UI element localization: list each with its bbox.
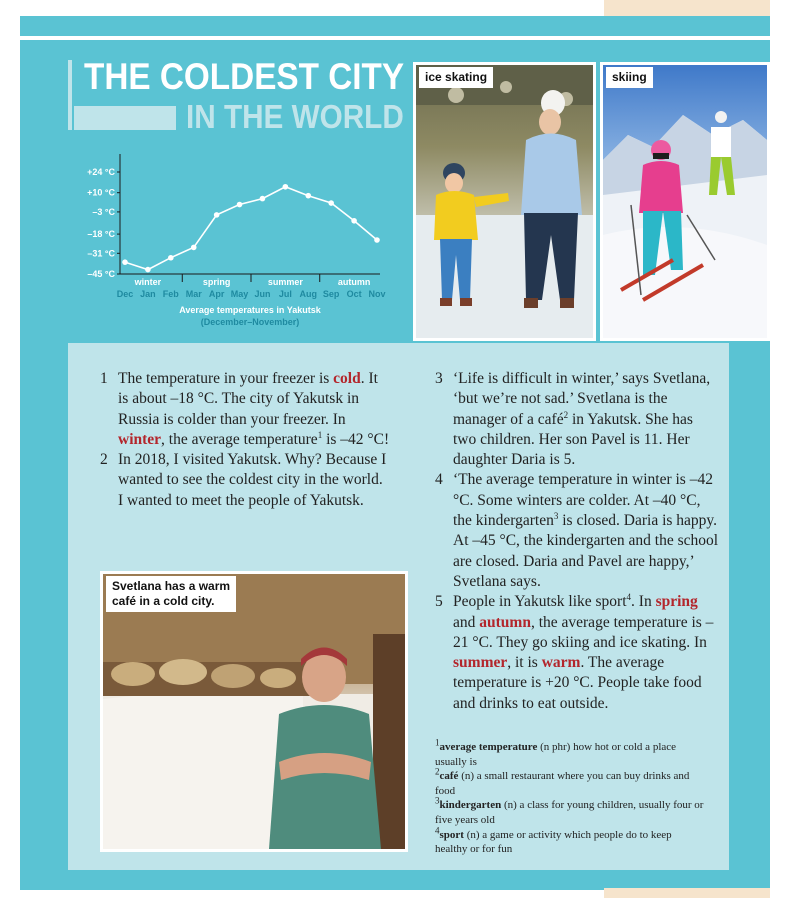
paragraph-5: 5 People in Yakutsk like sport$^4$. In spring and autumn, the average temperature is –21 °C. They go skiing and ice skating. In summer, it is warm. The average temperature is +20 °C. People take food and drinks to eat outside. bbox=[435, 592, 714, 712]
month-label: Nov bbox=[368, 289, 386, 299]
month-label: Mar bbox=[185, 289, 202, 299]
title-accent-bar bbox=[74, 106, 176, 130]
highlight-word: cold bbox=[333, 370, 361, 387]
data-point bbox=[283, 184, 289, 190]
ice-skating-photo bbox=[413, 62, 596, 341]
season-label: autumn bbox=[337, 277, 371, 287]
month-label: Jan bbox=[140, 289, 156, 299]
temperature-line bbox=[125, 187, 377, 270]
highlight-word: winter bbox=[118, 430, 162, 448]
cafe-illustration bbox=[103, 574, 405, 849]
paragraph-number: 3 bbox=[435, 370, 443, 387]
data-point bbox=[351, 218, 357, 224]
data-point bbox=[145, 267, 151, 273]
glossary-item: $^1$average temperature (n phr) how hot or cold a place usually is bbox=[435, 737, 677, 768]
bottom-accent-strip bbox=[604, 888, 770, 898]
paragraph-number: 1 bbox=[100, 370, 108, 387]
y-tick-label: –45 °C bbox=[87, 269, 115, 279]
paragraph-4: 4 ‘The average temperature in winter is –42 °C. Some winters are colder. At –40 °C, the kindergarten$^3$ is closed. Daria is happy. At –45 °C, the kindergarten and the school are closed. Daria and Pavel are happy,’ Svetlana says. bbox=[435, 471, 719, 590]
data-point bbox=[260, 196, 266, 202]
cafe-caption: Svetlana has a warm café in a cold city. bbox=[106, 576, 236, 612]
data-point bbox=[168, 255, 174, 261]
paragraph-number: 4 bbox=[435, 471, 443, 489]
temperature-chart bbox=[80, 148, 410, 338]
skiing-illustration bbox=[603, 65, 767, 338]
article-title-line2: IN THE WORLD bbox=[186, 98, 404, 135]
skiing-photo bbox=[600, 62, 770, 341]
glossary-item: $^3$kindergarten (n) a class for young children, usually four or five years old bbox=[435, 795, 704, 826]
y-tick-label: –3 °C bbox=[92, 206, 115, 217]
season-label: winter bbox=[134, 277, 162, 287]
season-label: spring bbox=[202, 277, 231, 287]
skiing-label: skiing bbox=[606, 67, 653, 88]
month-label: Aug bbox=[299, 289, 318, 299]
data-point bbox=[237, 202, 243, 208]
month-label: May bbox=[230, 289, 249, 299]
article-title: THE COLDEST CITY bbox=[84, 56, 405, 97]
left-column bbox=[100, 369, 390, 511]
right-column bbox=[435, 369, 719, 714]
footnote-ref: 1 bbox=[317, 429, 323, 440]
month-label: Feb bbox=[162, 289, 179, 299]
glossary bbox=[435, 737, 705, 857]
data-point bbox=[214, 212, 220, 218]
month-label: Oct bbox=[346, 289, 362, 299]
glossary-item: $^2$café (n) a small restaurant where you can buy drinks and food bbox=[435, 766, 690, 797]
highlight-word: summer bbox=[453, 654, 508, 672]
highlight-word: warm bbox=[541, 654, 581, 672]
paragraph-1: 1 The temperature in your freezer is cold. It is about –18 °C. The city of Yakutsk in Russia is colder than your freezer. In winter, the average temperature$^1$ is –42 °C! bbox=[100, 370, 390, 448]
data-point bbox=[305, 193, 311, 199]
top-accent-strip bbox=[604, 0, 770, 16]
paragraph-number: 2 bbox=[100, 451, 108, 469]
paragraph-2: 2 In 2018, I visited Yakutsk. Why? Because I wanted to see the coldest city in the world. I wanted to meet the people of Yakutsk. bbox=[100, 451, 387, 509]
footnote-ref: 2 bbox=[563, 409, 569, 420]
footnote-ref: 3 bbox=[553, 510, 559, 521]
glossary-item: $^4$sport (n) a game or activity which people do to keep healthy or for fun bbox=[435, 824, 672, 856]
y-tick-label: –31 °C bbox=[87, 248, 115, 259]
chart-title: Average temperatures in Yakutsk bbox=[179, 305, 321, 315]
ice-skating-label: ice skating bbox=[419, 67, 493, 88]
highlight-word: autumn bbox=[479, 613, 531, 631]
ice-skating-illustration bbox=[416, 65, 593, 338]
season-label: summer bbox=[267, 277, 303, 287]
title-rule bbox=[68, 60, 72, 130]
y-tick-label: +10 °C bbox=[87, 187, 115, 198]
data-point bbox=[328, 200, 334, 206]
paragraph-3: 3 ‘Life is difficult in winter,’ says Svetlana, ‘but we’re not sad.’ Svetlana is the manager of a café$^2$ in Yakutsk. She has two children. Her son Pavel is 11. Her daughter Daria is 5. bbox=[435, 370, 711, 469]
data-point bbox=[122, 259, 128, 265]
month-label: Dec bbox=[116, 289, 134, 299]
month-label: Apr bbox=[208, 289, 225, 299]
highlight-word: spring bbox=[655, 593, 698, 611]
month-label: Jun bbox=[254, 289, 271, 299]
data-point bbox=[374, 237, 380, 243]
footnote-ref: 4 bbox=[626, 592, 632, 603]
y-tick-label: –18 °C bbox=[87, 229, 115, 240]
header-band bbox=[20, 16, 770, 36]
data-point bbox=[191, 245, 197, 251]
month-label: Jul bbox=[278, 289, 292, 299]
month-label: Sep bbox=[322, 289, 340, 299]
y-tick-label: +24 °C bbox=[87, 167, 115, 177]
cafe-photo bbox=[100, 571, 408, 852]
chart-subtitle: (December–November) bbox=[200, 317, 300, 327]
paragraph-number: 5 bbox=[435, 593, 443, 611]
